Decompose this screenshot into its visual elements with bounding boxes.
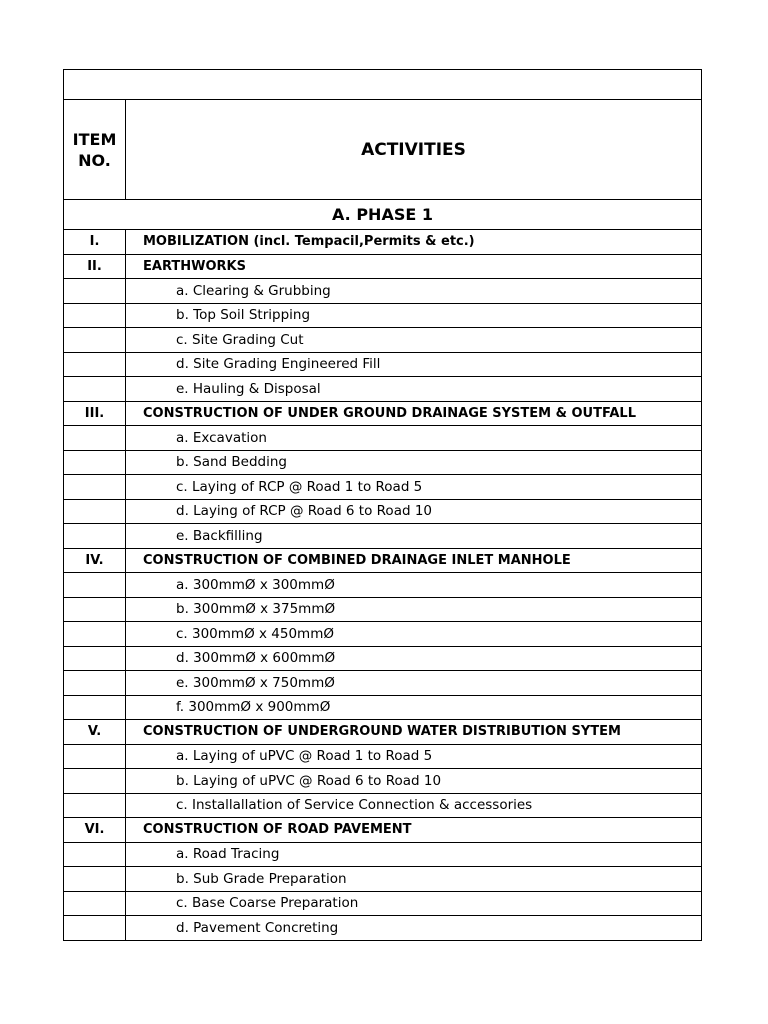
item-no-cell (64, 303, 126, 328)
table-row (64, 867, 702, 892)
activity-subitem-cell: d. Pavement Concreting (126, 916, 702, 941)
item-no-cell (64, 622, 126, 647)
table-row (64, 720, 702, 745)
activities-header: ACTIVITIES (126, 100, 702, 200)
phase-title: A. PHASE 1 (64, 200, 702, 230)
item-no-header-line2: NO. (78, 150, 111, 170)
item-no-header-line1: ITEM (72, 129, 117, 149)
table-row (64, 279, 702, 304)
activity-heading-cell: CONSTRUCTION OF ROAD PAVEMENT (126, 818, 702, 843)
table-row (64, 597, 702, 622)
activity-subitem-cell: e. Hauling & Disposal (126, 377, 702, 402)
item-no-cell (64, 573, 126, 598)
activity-subitem-cell: d. Laying of RCP @ Road 6 to Road 10 (126, 499, 702, 524)
item-no-cell (64, 695, 126, 720)
blank-cell (64, 70, 702, 100)
activity-subitem-cell: b. Top Soil Stripping (126, 303, 702, 328)
item-no-header (64, 100, 126, 200)
table-row (64, 352, 702, 377)
item-no-cell: I. (64, 230, 126, 255)
table-body (64, 70, 702, 941)
item-no-cell (64, 671, 126, 696)
table-row (64, 230, 702, 255)
table-row (64, 818, 702, 843)
activity-subitem-cell: d. Site Grading Engineered Fill (126, 352, 702, 377)
activity-subitem-cell: c. 300mmØ x 450mmØ (126, 622, 702, 647)
table-row (64, 671, 702, 696)
activity-heading-cell: EARTHWORKS (126, 254, 702, 279)
table-row (64, 475, 702, 500)
item-no-cell (64, 475, 126, 500)
item-no-cell (64, 499, 126, 524)
table-row (64, 573, 702, 598)
item-no-cell (64, 524, 126, 549)
item-no-cell (64, 597, 126, 622)
header-row (64, 100, 702, 200)
activity-subitem-cell: c. Base Coarse Preparation (126, 891, 702, 916)
item-no-cell (64, 842, 126, 867)
activity-subitem-cell: c. Site Grading Cut (126, 328, 702, 353)
item-no-cell (64, 352, 126, 377)
table-row (64, 328, 702, 353)
table-row (64, 450, 702, 475)
activity-subitem-cell: a. Excavation (126, 426, 702, 451)
item-no-cell (64, 646, 126, 671)
table-row (64, 426, 702, 451)
table-row (64, 254, 702, 279)
table-row (64, 401, 702, 426)
item-no-cell (64, 377, 126, 402)
activity-subitem-cell: c. Installallation of Service Connection & accessories (126, 793, 702, 818)
activity-subitem-cell: a. Laying of uPVC @ Road 1 to Road 5 (126, 744, 702, 769)
activity-heading-cell: CONSTRUCTION OF COMBINED DRAINAGE INLET MANHOLE (126, 548, 702, 573)
table-row (64, 744, 702, 769)
item-no-cell (64, 769, 126, 794)
activity-subitem-cell: a. Clearing & Grubbing (126, 279, 702, 304)
activity-subitem-cell: a. Road Tracing (126, 842, 702, 867)
item-no-cell (64, 426, 126, 451)
item-no-cell: V. (64, 720, 126, 745)
table-row (64, 891, 702, 916)
activity-heading-cell: CONSTRUCTION OF UNDERGROUND WATER DISTRIBUTION SYTEM (126, 720, 702, 745)
activity-subitem-cell: d. 300mmØ x 600mmØ (126, 646, 702, 671)
item-no-cell (64, 867, 126, 892)
item-no-cell (64, 916, 126, 941)
table-row (64, 695, 702, 720)
item-no-cell (64, 279, 126, 304)
blank-top-row (64, 70, 702, 100)
table-row (64, 793, 702, 818)
activity-subitem-cell: b. Laying of uPVC @ Road 6 to Road 10 (126, 769, 702, 794)
table-row (64, 303, 702, 328)
item-no-cell (64, 793, 126, 818)
item-no-cell: III. (64, 401, 126, 426)
activity-heading-cell: MOBILIZATION (incl. Tempacil,Permits & etc.) (126, 230, 702, 255)
table-row (64, 842, 702, 867)
table-row (64, 916, 702, 941)
item-no-cell: II. (64, 254, 126, 279)
table-row (64, 646, 702, 671)
item-no-cell (64, 328, 126, 353)
table-row (64, 548, 702, 573)
activity-subitem-cell: e. 300mmØ x 750mmØ (126, 671, 702, 696)
activity-subitem-cell: c. Laying of RCP @ Road 1 to Road 5 (126, 475, 702, 500)
table-row (64, 524, 702, 549)
table-row (64, 377, 702, 402)
table-row (64, 499, 702, 524)
activity-subitem-cell: a. 300mmØ x 300mmØ (126, 573, 702, 598)
item-no-cell (64, 891, 126, 916)
table-row (64, 769, 702, 794)
item-no-cell (64, 450, 126, 475)
activities-table (63, 69, 702, 941)
table-row (64, 622, 702, 647)
activity-heading-cell: CONSTRUCTION OF UNDER GROUND DRAINAGE SYSTEM & OUTFALL (126, 401, 702, 426)
activity-subitem-cell: b. Sub Grade Preparation (126, 867, 702, 892)
activity-subitem-cell: f. 300mmØ x 900mmØ (126, 695, 702, 720)
activity-subitem-cell: b. Sand Bedding (126, 450, 702, 475)
activity-subitem-cell: b. 300mmØ x 375mmØ (126, 597, 702, 622)
item-no-cell: IV. (64, 548, 126, 573)
phase-row (64, 200, 702, 230)
item-no-cell: VI. (64, 818, 126, 843)
item-no-cell (64, 744, 126, 769)
activity-subitem-cell: e. Backfilling (126, 524, 702, 549)
